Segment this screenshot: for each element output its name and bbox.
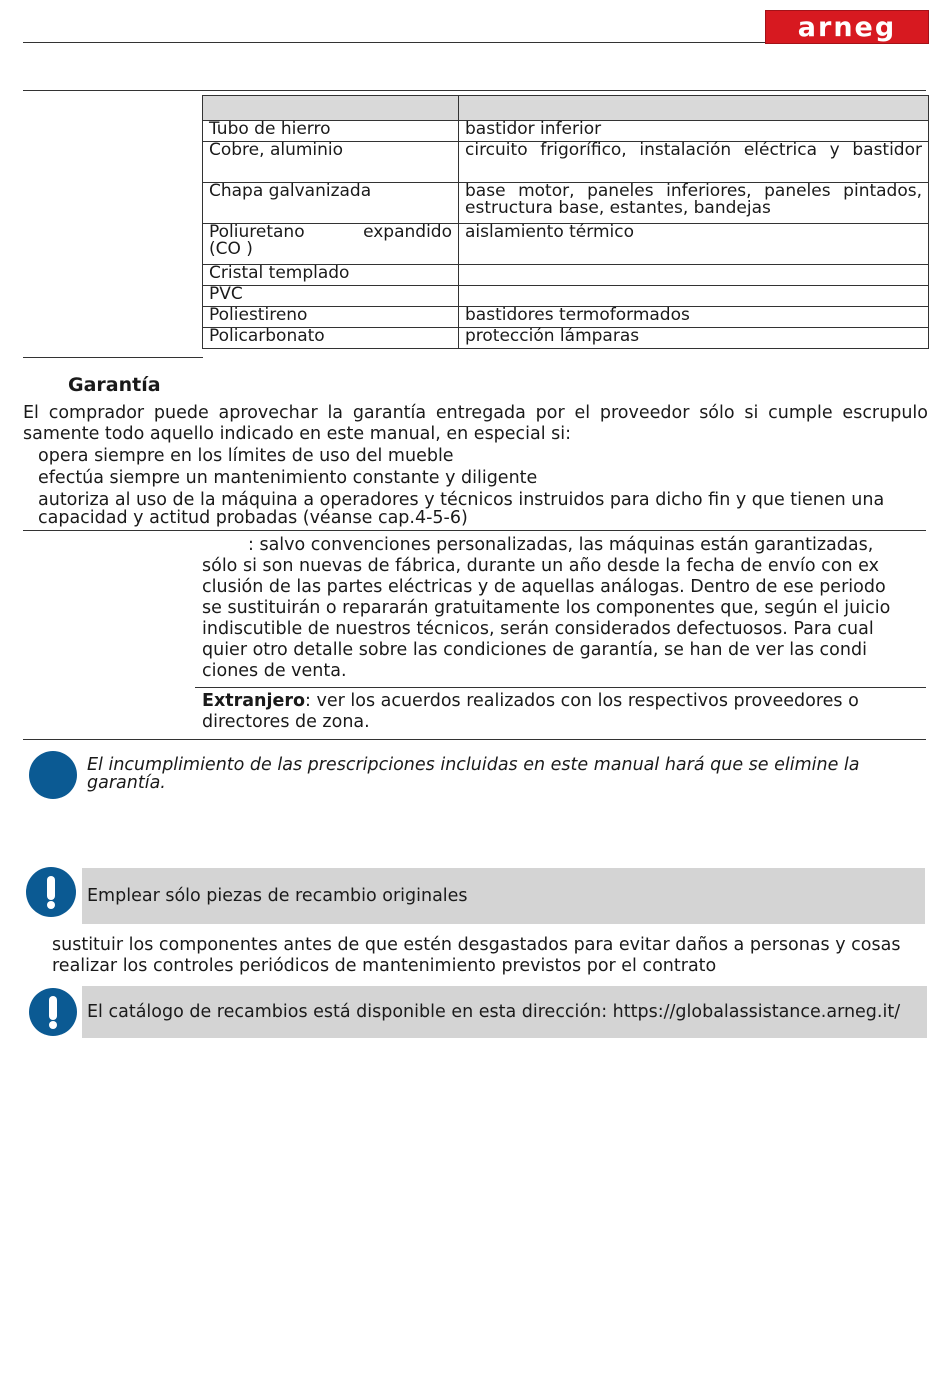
note-text [87,755,917,794]
section-rule-top [23,90,926,91]
use-cell [459,286,929,307]
table-row [203,265,929,286]
abroad-label: Extranjero [202,691,306,711]
table-row [203,224,929,265]
note-line: El incumplimiento de las prescripciones incluidas en este manual hará que se elimine la [87,755,860,775]
abroad-rule [195,687,926,688]
domestic-line: : salvo convenciones personalizadas, las máquinas están garantizadas, [248,535,874,555]
material-cell: PVC [203,286,459,307]
arneg-logo [765,10,929,44]
condition-item: opera siempre en los límites de uso del mueble [38,446,454,466]
domestic-line: ciones de venta. [202,661,347,681]
use-cell: aislamiento térmico [459,224,929,265]
abroad-line: : ver los acuerdos realizados con los respectivos proveedores o [305,691,859,711]
condition-item: capacidad y actitud probadas (véanse cap.4-5-6) [38,508,468,528]
materials-table [202,95,929,349]
use-cell: bastidor inferior [459,121,929,142]
abroad-warranty-text [202,691,912,733]
table-row [203,142,929,183]
material-cell: Cobre, aluminio [203,142,459,183]
table-row [203,328,929,349]
use-line: base motor, paneles inferiores, paneles pintados, [465,181,922,201]
logo-text: arneg [797,11,897,43]
domestic-line: clusión de las partes eléctricas y de aquellas análogas. Dentro de ese periodo [202,577,886,597]
material-cell: Poliestireno [203,307,459,328]
warranty-rule [23,530,926,531]
use-cell [459,265,929,286]
header-rule [23,42,765,43]
catalog-notice-text: El catálogo de recambios está disponible en esta dirección: https://globalassistance.arneg.it/ [87,1001,901,1022]
domestic-line: se sustituirán o repararán gratuitamente los componentes que, según el juicio [202,598,891,618]
use-cell: bastidores termoformados [459,307,929,328]
intro-line: El comprador puede aprovechar la garantía entregada por el proveedor sólo si cumple escrupulo [23,403,928,423]
material-cell: Chapa galvanizada [203,183,459,224]
warranty-intro [23,403,928,445]
use-cell: protección lámparas [459,328,929,349]
intro-line: samente todo aquello indicado en este manual, en especial si: [23,424,572,444]
note-rule [23,739,926,740]
spare-parts-notice-text: Emplear sólo piezas de recambio originales [87,885,468,906]
warranty-title: Garantía [68,374,161,396]
spare-parts-item: sustituir los componentes antes de que estén desgastados para evitar daños a personas y cosas [52,935,901,955]
section-rule-table-left [23,357,203,358]
table-row [203,121,929,142]
table-header-row [203,96,929,121]
spare-parts-notice [82,868,925,924]
material-line: (CO ) [209,239,253,259]
note-line: garantía. [87,773,166,793]
abroad-line: directores de zona. [202,712,370,732]
material-cell: Tubo de hierro [203,121,459,142]
table-row [203,307,929,328]
domestic-warranty-text [202,535,902,682]
note-icon [29,751,77,799]
material-cell: Cristal templado [203,265,459,286]
domestic-line: indiscutible de nuestros técnicos, serán considerados defectuosos. Para cual [202,619,874,639]
catalog-notice [82,986,927,1038]
spare-parts-item: realizar los controles periódicos de mantenimiento previstos por el contrato [52,956,717,976]
use-cell [459,183,929,224]
condition-item: efectúa siempre un mantenimiento constante y diligente [38,468,538,488]
exclamation-icon [29,988,77,1036]
material-line: Poliuretano expandido [209,222,452,242]
use-line: estructura base, estantes, bandejas [465,198,771,218]
domestic-line: sólo si son nuevas de fábrica, durante un año desde la fecha de envío con ex [202,556,879,576]
use-cell: circuito frigorífico, instalación eléctrica y bastidor [459,142,929,183]
exclamation-icon [26,867,76,917]
domestic-line: quier otro detalle sobre las condiciones de garantía, se han de ver las condi [202,640,867,660]
table-row [203,286,929,307]
material-cell: Policarbonato [203,328,459,349]
material-cell [203,224,459,265]
table-row [203,183,929,224]
condition-item: autoriza al uso de la máquina a operadores y técnicos instruidos para dicho fin y que tienen una [38,490,885,510]
